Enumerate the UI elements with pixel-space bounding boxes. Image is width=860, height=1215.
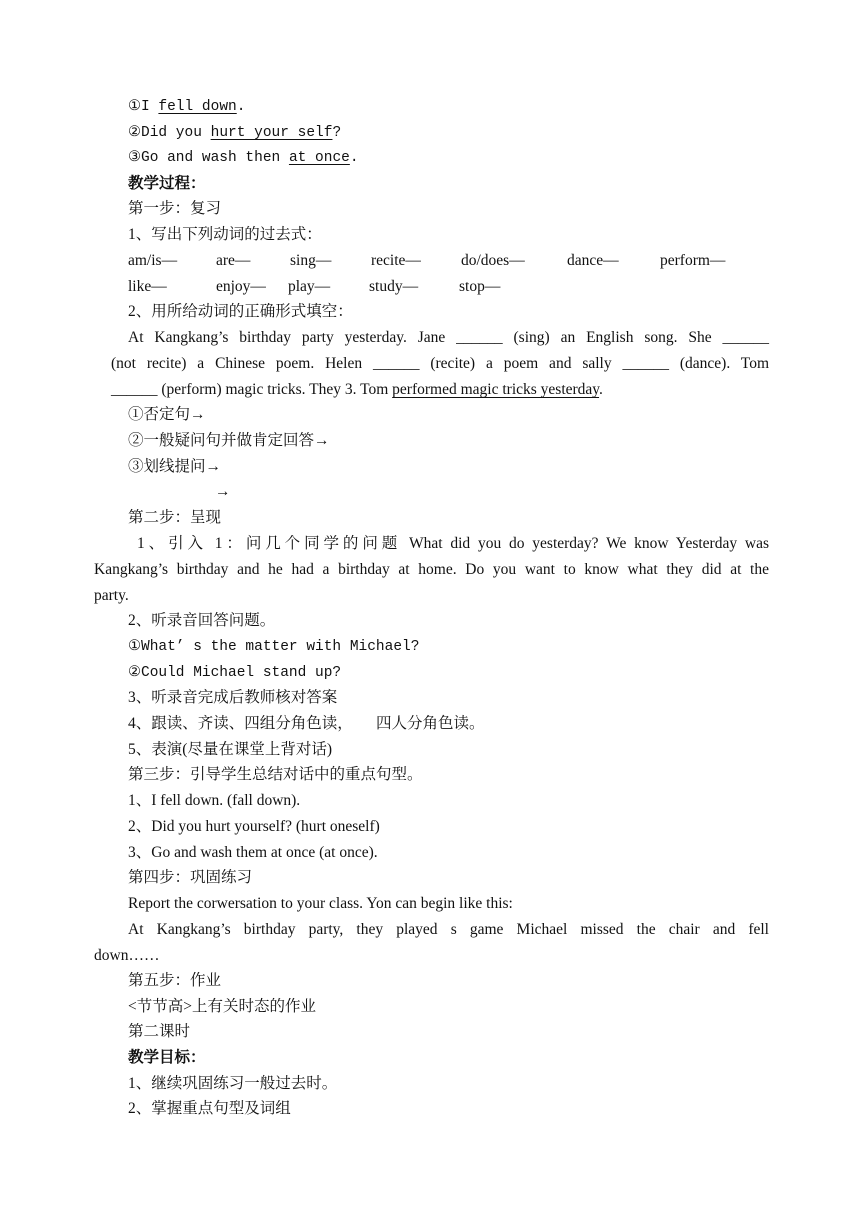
phrase-text: ①I [128, 99, 159, 115]
process-heading: 教学过程： [128, 175, 206, 192]
phrase-text: ②Did you [128, 125, 211, 141]
step3-sentence-2: 2、Did you hurt yourself? (hurt oneself) [128, 818, 380, 835]
verb-cell: recite— [371, 252, 421, 269]
underlined-phrase: fell down [158, 99, 237, 115]
step4-line-1: Report the corwersation to your class. Yon can begin like this: [128, 895, 513, 912]
step2-item-4: 4、跟读、齐读、四组分角色读， 四人分角色读。 [128, 715, 485, 732]
verb-cell: am/is— [128, 252, 178, 269]
phrase-text: ③Go and wash then [128, 150, 289, 166]
question-underline: ③划线提问→ [128, 458, 222, 475]
phrase-line-2 [128, 123, 341, 143]
step5-line-1: <节节高>上有关时态的作业 [128, 998, 316, 1015]
step3-sentence-3: 3、Go and wash them at once (at once). [128, 844, 378, 861]
step2-item-2: 2、听录音回答问题。 [128, 612, 276, 629]
step1-title: 第一步：复习 [128, 200, 222, 217]
step2-question-2: ②Could Michael stand up? [128, 665, 342, 681]
paragraph-line-2: (not recite) a Chinese poem. Helen ______ (recite) a poem and sally ______ (dance). Tom [111, 355, 769, 372]
question-general: ②一般疑问句并做肯定回答→ [128, 432, 330, 449]
step1-task2: 2、用所给动词的正确形式填空： [128, 303, 353, 320]
question-negative: ①否定句→ [128, 406, 206, 423]
phrase-line-1 [128, 97, 245, 117]
verb-cell: sing— [290, 252, 332, 269]
verb-cell: do/does— [461, 252, 525, 269]
verb-cell: enjoy— [216, 278, 266, 295]
question-underline-arrow: → [215, 483, 231, 500]
step5-title: 第五步：作业 [128, 972, 222, 989]
underlined-phrase: at once [288, 150, 350, 166]
phrase-text: . [236, 99, 246, 115]
step3-title: 第三步：引导学生总结对话中的重点句型。 [128, 766, 423, 783]
lesson2-goal-1: 1、继续巩固练习一般过去时。 [128, 1075, 338, 1092]
step2-intro-line-1: 1、引入 1：问几个同学的问题 What did you do yesterday? We know Yesterday was [137, 535, 769, 552]
underlined-phrase: performed magic tricks yesterday [392, 381, 600, 398]
paragraph-text: ______ (perform) magic tricks. They 3. Tom [111, 381, 393, 398]
lesson2-goal-2: 2、掌握重点句型及词组 [128, 1100, 291, 1117]
step1-task1: 1、写出下列动词的过去式： [128, 226, 322, 243]
step4-title: 第四步：巩固练习 [128, 869, 253, 886]
underlined-phrase: hurt your self [210, 125, 333, 141]
verb-cell: play— [288, 278, 331, 295]
verb-cell: are— [216, 252, 251, 269]
paragraph-line-3 [111, 380, 603, 400]
step4-line-3: down…… [94, 947, 160, 964]
step2-intro-line-3: party. [94, 587, 129, 604]
verb-cell: perform— [660, 252, 726, 269]
lesson2-title: 第二课时 [128, 1023, 191, 1040]
phrase-text: ? [332, 125, 342, 141]
verb-cell: stop— [459, 278, 501, 295]
paragraph-line-1: At Kangkang’s birthday party yesterday. Jane ______ (sing) an English song. She ______ [128, 329, 769, 346]
step4-line-2: At Kangkang’s birthday party, they played s game Michael missed the chair and fell [128, 921, 769, 938]
lesson2-goal-heading: 教学目标： [128, 1049, 206, 1066]
paragraph-text: . [599, 381, 603, 398]
step3-sentence-1: 1、I fell down. (fall down). [128, 792, 301, 809]
step2-item-5: 5、表演(尽量在课堂上背对话) [128, 741, 333, 758]
phrase-line-3 [128, 148, 359, 168]
step2-item-3: 3、听录音完成后教师核对答案 [128, 689, 338, 706]
verb-cell: study— [369, 278, 419, 295]
step2-title: 第二步：呈现 [128, 509, 222, 526]
verb-cell: dance— [567, 252, 619, 269]
step2-question-1: ①What’ s the matter with Michael? [128, 639, 420, 655]
phrase-text: . [349, 150, 359, 166]
verb-cell: like— [128, 278, 167, 295]
step2-intro-line-2: Kangkang’s birthday and he had a birthday at home. Do you want to know what they did at the [94, 561, 769, 578]
